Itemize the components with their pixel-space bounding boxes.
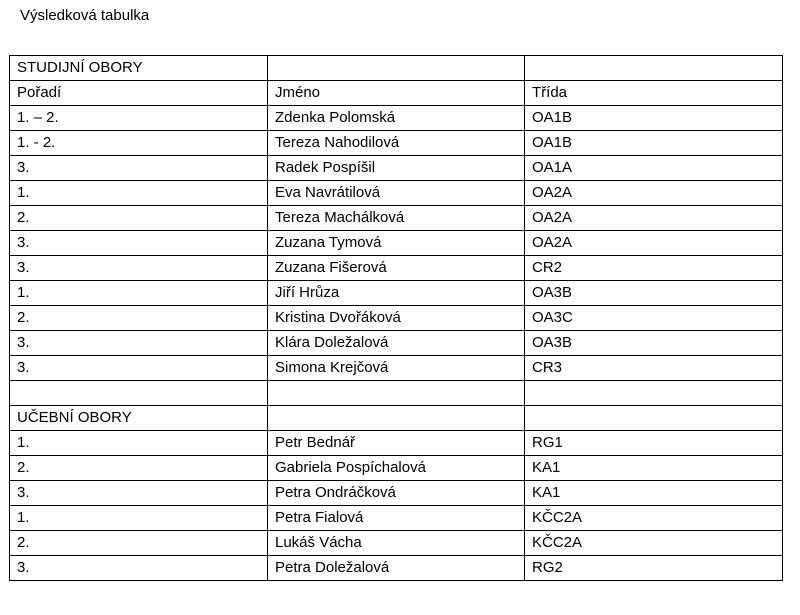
rank-cell: Pořadí (10, 81, 268, 106)
name-cell: Eva Navrátilová (268, 181, 525, 206)
table-row (10, 256, 783, 281)
column-header-row (10, 81, 783, 106)
table-row (10, 356, 783, 381)
name-cell: Klára Doležalová (268, 331, 525, 356)
name-cell: Jméno (268, 81, 525, 106)
rank-cell: 3. (10, 156, 268, 181)
name-cell (268, 381, 525, 406)
class-cell: OA1B (525, 106, 783, 131)
class-cell: RG1 (525, 431, 783, 456)
rank-cell: 1. – 2. (10, 106, 268, 131)
rank-cell: 2. (10, 531, 268, 556)
rank-cell (10, 381, 268, 406)
section-header-row (10, 56, 783, 81)
name-cell: Simona Krejčová (268, 356, 525, 381)
results-table (9, 55, 783, 581)
table-row (10, 481, 783, 506)
results-table-body (10, 56, 783, 581)
table-row (10, 181, 783, 206)
class-cell: OA3C (525, 306, 783, 331)
section-header-row (10, 406, 783, 431)
name-cell: Radek Pospíšil (268, 156, 525, 181)
table-row (10, 156, 783, 181)
class-cell: OA1A (525, 156, 783, 181)
table-row (10, 556, 783, 581)
class-cell (525, 56, 783, 81)
name-cell (268, 56, 525, 81)
class-cell: KČC2A (525, 506, 783, 531)
class-cell: Třída (525, 81, 783, 106)
class-cell: CR3 (525, 356, 783, 381)
name-cell: Zuzana Tymová (268, 231, 525, 256)
name-cell: Tereza Nahodilová (268, 131, 525, 156)
rank-cell: 2. (10, 456, 268, 481)
class-cell: OA2A (525, 206, 783, 231)
name-cell: Lukáš Vácha (268, 531, 525, 556)
table-row (10, 306, 783, 331)
name-cell: Zdenka Polomská (268, 106, 525, 131)
rank-cell: 3. (10, 331, 268, 356)
rank-cell: 2. (10, 206, 268, 231)
name-cell: Jiří Hrůza (268, 281, 525, 306)
table-row (10, 506, 783, 531)
rank-cell: 3. (10, 356, 268, 381)
rank-cell: 3. (10, 231, 268, 256)
class-cell: KA1 (525, 456, 783, 481)
table-row (10, 131, 783, 156)
class-cell: KČC2A (525, 531, 783, 556)
class-cell: CR2 (525, 256, 783, 281)
table-row (10, 531, 783, 556)
table-row (10, 281, 783, 306)
rank-cell: 3. (10, 481, 268, 506)
rank-cell: 1. - 2. (10, 131, 268, 156)
class-cell: OA2A (525, 231, 783, 256)
class-cell: KA1 (525, 481, 783, 506)
name-cell: Petra Ondráčková (268, 481, 525, 506)
table-row (10, 331, 783, 356)
class-cell: OA3B (525, 281, 783, 306)
name-cell: Zuzana Fišerová (268, 256, 525, 281)
class-cell (525, 406, 783, 431)
rank-cell: STUDIJNÍ OBORY (10, 56, 268, 81)
class-cell (525, 381, 783, 406)
name-cell: Gabriela Pospíchalová (268, 456, 525, 481)
name-cell: Petr Bednář (268, 431, 525, 456)
rank-cell: 1. (10, 181, 268, 206)
name-cell (268, 406, 525, 431)
table-row (10, 106, 783, 131)
class-cell: OA3B (525, 331, 783, 356)
name-cell: Petra Fialová (268, 506, 525, 531)
class-cell: OA2A (525, 181, 783, 206)
empty-row (10, 381, 783, 406)
name-cell: Tereza Machálková (268, 206, 525, 231)
name-cell: Petra Doležalová (268, 556, 525, 581)
rank-cell: UČEBNÍ OBORY (10, 406, 268, 431)
rank-cell: 3. (10, 556, 268, 581)
table-row (10, 456, 783, 481)
name-cell: Kristina Dvořáková (268, 306, 525, 331)
table-row (10, 431, 783, 456)
rank-cell: 1. (10, 506, 268, 531)
rank-cell: 2. (10, 306, 268, 331)
rank-cell: 3. (10, 256, 268, 281)
table-row (10, 231, 783, 256)
rank-cell: 1. (10, 431, 268, 456)
class-cell: OA1B (525, 131, 783, 156)
rank-cell: 1. (10, 281, 268, 306)
class-cell: RG2 (525, 556, 783, 581)
table-row (10, 206, 783, 231)
document-title: Výsledková tabulka (20, 7, 150, 24)
